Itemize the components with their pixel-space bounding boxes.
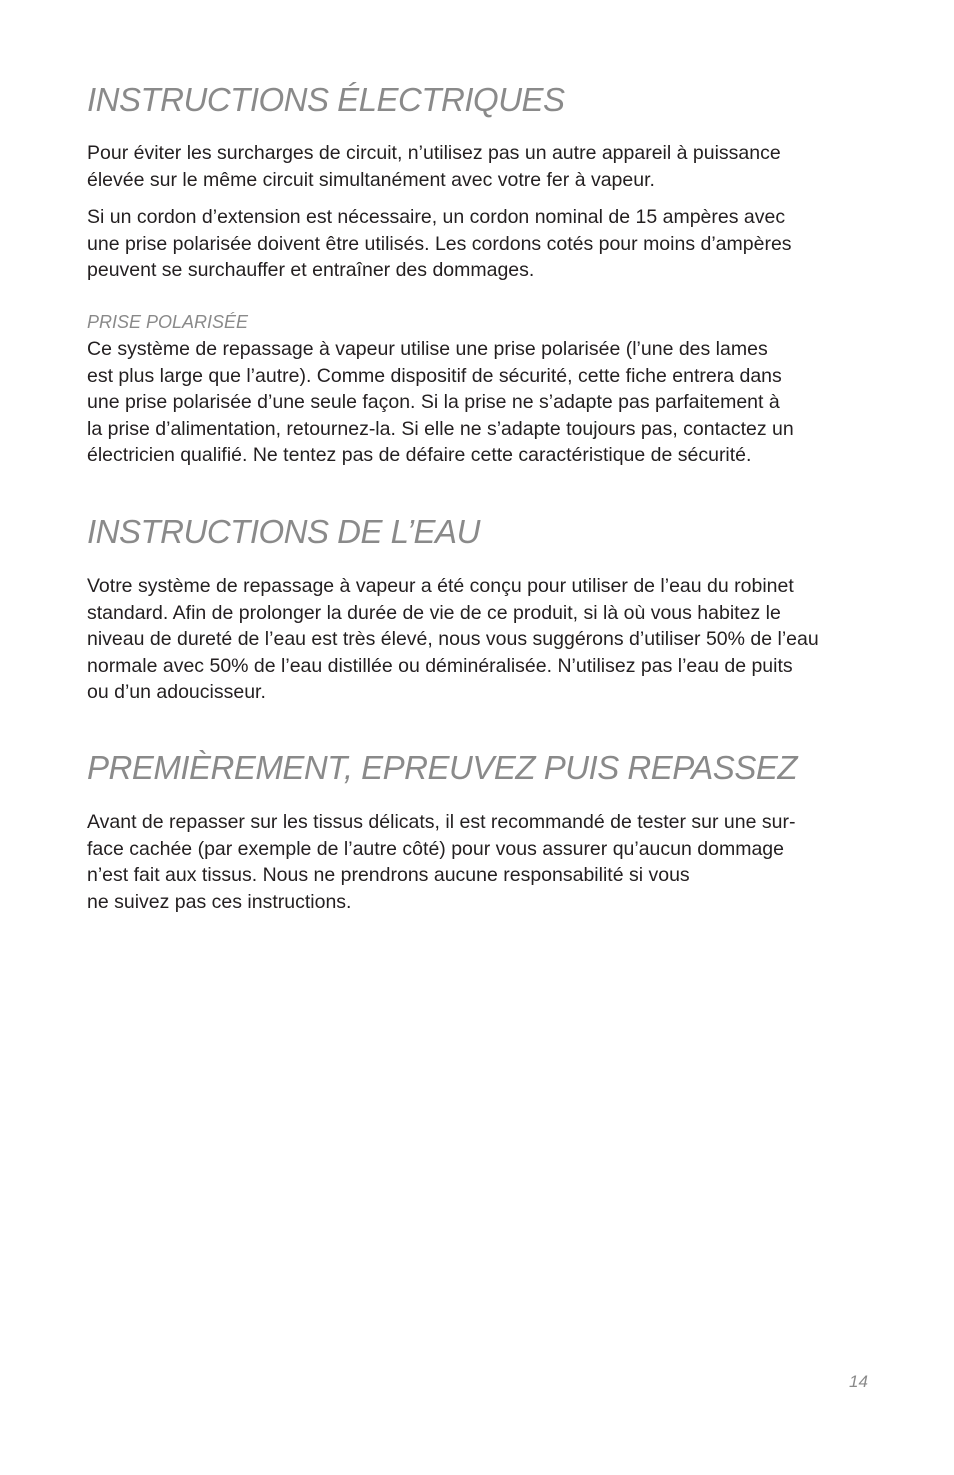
text-line: est plus large que l’autre). Comme dispositif de sécurité, cette fiche entrera dans [87, 364, 782, 387]
text-line: la prise d’alimentation, retournez-la. Si elle ne s’adapte toujours pas, contactez un [87, 417, 794, 440]
text-line: ou d’un adoucisseur. [87, 681, 266, 703]
page-number: 14 [849, 1372, 868, 1391]
text-line: électricien qualifié. Ne tentez pas de défaire cette caractéristique de sécurité. [87, 444, 752, 466]
paragraph-extension-cord [87, 204, 792, 284]
text-line: face cachée (par exemple de l’autre côté) pour vous assurer qu’aucun dommage [87, 837, 784, 860]
text-line: Ce système de repassage à vapeur utilise une prise polarisée (l’une des lames [87, 338, 768, 360]
text-line: niveau de dureté de l’eau est très élevé, nous vous suggérons d’utiliser 50% de l’eau [87, 628, 819, 650]
subheading-polarized-plug: PRISE POLARISÉE [87, 312, 249, 332]
text-line: Pour éviter les surcharges de circuit, n’utilisez pas un autre appareil à puissance [87, 142, 781, 164]
text-line: ne suivez pas ces instructions. [87, 890, 352, 913]
paragraph-polarized-plug [87, 336, 794, 469]
heading-water-instructions: INSTRUCTIONS DE L’EAU [87, 513, 480, 550]
text-line: normale avec 50% de l’eau distillée ou déminéralisée. N’utilisez pas l’eau de puits [87, 654, 793, 677]
heading-test-first: PREMIÈREMENT, EPREUVEZ PUIS REPASSEZ [87, 749, 797, 786]
text-line: peuvent se surchauffer et entraîner des dommages. [87, 259, 535, 281]
text-line: Si un cordon d’extension est nécessaire, un cordon nominal de 15 ampères avec [87, 206, 786, 228]
paragraph-water [87, 573, 819, 706]
text-line: n’est fait aux tissus. Nous ne prendrons aucune responsabilité si vous [87, 864, 690, 886]
paragraph-test-first [87, 809, 795, 915]
text-line: une prise polarisée d’une seule façon. Si la prise ne s’adapte pas parfaitement à [87, 391, 780, 413]
heading-electrical-instructions: INSTRUCTIONS ÉLECTRIQUES [87, 81, 565, 118]
text-line: Avant de repasser sur les tissus délicats, il est recommandé de tester sur une sur- [87, 811, 796, 833]
paragraph-circuit-overload [87, 140, 781, 193]
text-line: Votre système de repassage à vapeur a été conçu pour utiliser de l’eau du robinet [87, 575, 794, 597]
text-line: standard. Afin de prolonger la durée de vie de ce produit, si là où vous habitez le [87, 601, 781, 624]
text-line: une prise polarisée doivent être utilisés. Les cordons cotés pour moins d’ampères [87, 232, 792, 255]
text-line: élevée sur le même circuit simultanément avec votre fer à vapeur. [87, 168, 655, 191]
